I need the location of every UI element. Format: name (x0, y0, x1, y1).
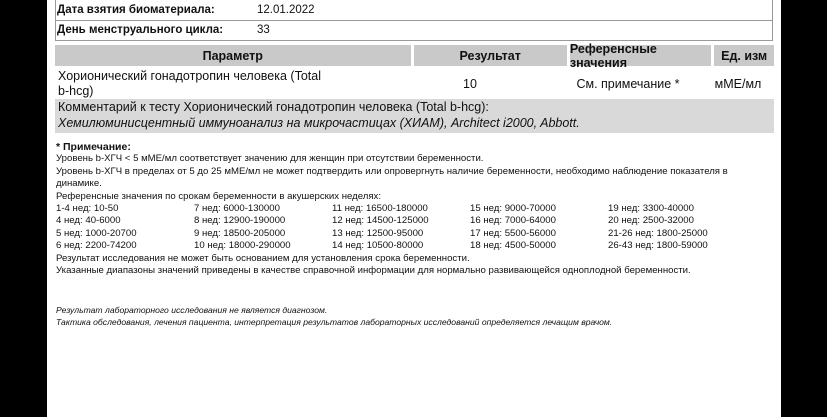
week-cell: 5 нед: 1000-20700 (56, 227, 137, 239)
test-comment (55, 99, 774, 133)
result-value: 10 (463, 76, 477, 91)
notes-line-1: Уровень b-ХГЧ < 5 мМЕ/мл соответствует значению для женщин при отсутствии беременности. (56, 153, 484, 165)
result-reference: См. примечание * (576, 76, 680, 91)
disclaimer-footer (56, 305, 772, 329)
comment-method: Хемилюминисцентный иммуноанализ на микрочастицах (ХИАМ), Architect i2000, Abbott. (58, 116, 580, 130)
notes-line-2: Уровень b-ХГЧ в пределах от 5 до 25 мМЕ/мл не может подтвердить или опровергнуть наличие беременности, необходимо наблюдение показателя в динамике. (56, 165, 728, 190)
week-cell: 7 нед: 6000-130000 (194, 203, 280, 215)
week-cell: 4 нед: 40-6000 (56, 215, 121, 227)
notes-line-4: Результат исследования не может быть основанием для установления срока беременности. (56, 252, 470, 264)
week-cell: 1-4 нед: 10-50 (56, 203, 119, 215)
week-cell: 9 нед: 18500-205000 (194, 227, 286, 239)
cycle-day-value: 33 (257, 24, 270, 36)
week-cell: 11 нед: 16500-180000 (332, 203, 428, 215)
comment-title: Комментарий к тесту Хорионический гонадотропин человека (Total b-hcg): (58, 100, 489, 114)
week-cell: 14 нед: 10500-80000 (332, 240, 424, 252)
header-unit: Ед. изм (714, 45, 774, 66)
results-table-header (55, 41, 774, 70)
sample-date-value: 12.01.2022 (257, 4, 315, 16)
week-cell: 6 нед: 2200-74200 (56, 240, 137, 252)
disclaimer-line-1: Результат лабораторного исследования не является диагнозом. (56, 305, 328, 315)
week-cell: 26-43 нед: 1800-59000 (608, 240, 708, 252)
cycle-day-row (57, 20, 270, 40)
result-param: Хорионический гонадотропин человека (Total b-hcg) (58, 68, 321, 98)
notes-section (56, 141, 772, 277)
week-cell: 15 нед: 9000-70000 (470, 203, 556, 215)
week-cell: 18 нед: 4500-50000 (470, 240, 556, 252)
notes-line-3: Референсные значения по срокам беременности в акушерских неделях: (56, 190, 381, 202)
week-cell: 17 нед: 5500-56000 (470, 227, 556, 239)
cycle-day-label: День менструального цикла: (57, 24, 224, 36)
week-reference-grid (56, 203, 772, 253)
week-cell: 16 нед: 7000-64000 (470, 215, 556, 227)
notes-title: * Примечание: (56, 141, 131, 153)
header-result: Результат (414, 45, 567, 66)
week-cell: 10 нед: 18000-290000 (194, 240, 291, 252)
sample-date-label: Дата взятия биоматериала: (57, 4, 215, 16)
week-cell: 19 нед: 3300-40000 (608, 203, 694, 215)
header-reference: Референсные значения (570, 45, 711, 66)
notes-line-5: Указанные диапазоны значений приведены в качестве справочной информации для нормально развивающейся одноплодной беременности. (56, 265, 691, 277)
sample-date-row (57, 0, 315, 20)
lab-report-page (47, 0, 781, 417)
disclaimer-line-2: Тактика обследования, лечения пациента, интерпретация результатов лабораторных исследований определяется лечащим врачом. (56, 316, 613, 327)
header-parameter: Параметр (55, 45, 411, 66)
result-unit: мМЕ/мл (714, 76, 762, 91)
week-cell: 12 нед: 14500-125000 (332, 215, 429, 227)
result-row (55, 68, 774, 99)
week-cell: 20 нед: 2500-32000 (608, 215, 694, 227)
week-cell: 13 нед: 12500-95000 (332, 227, 424, 239)
week-cell: 8 нед: 12900-190000 (194, 215, 286, 227)
week-cell: 21-26 нед: 1800-25000 (608, 227, 708, 239)
